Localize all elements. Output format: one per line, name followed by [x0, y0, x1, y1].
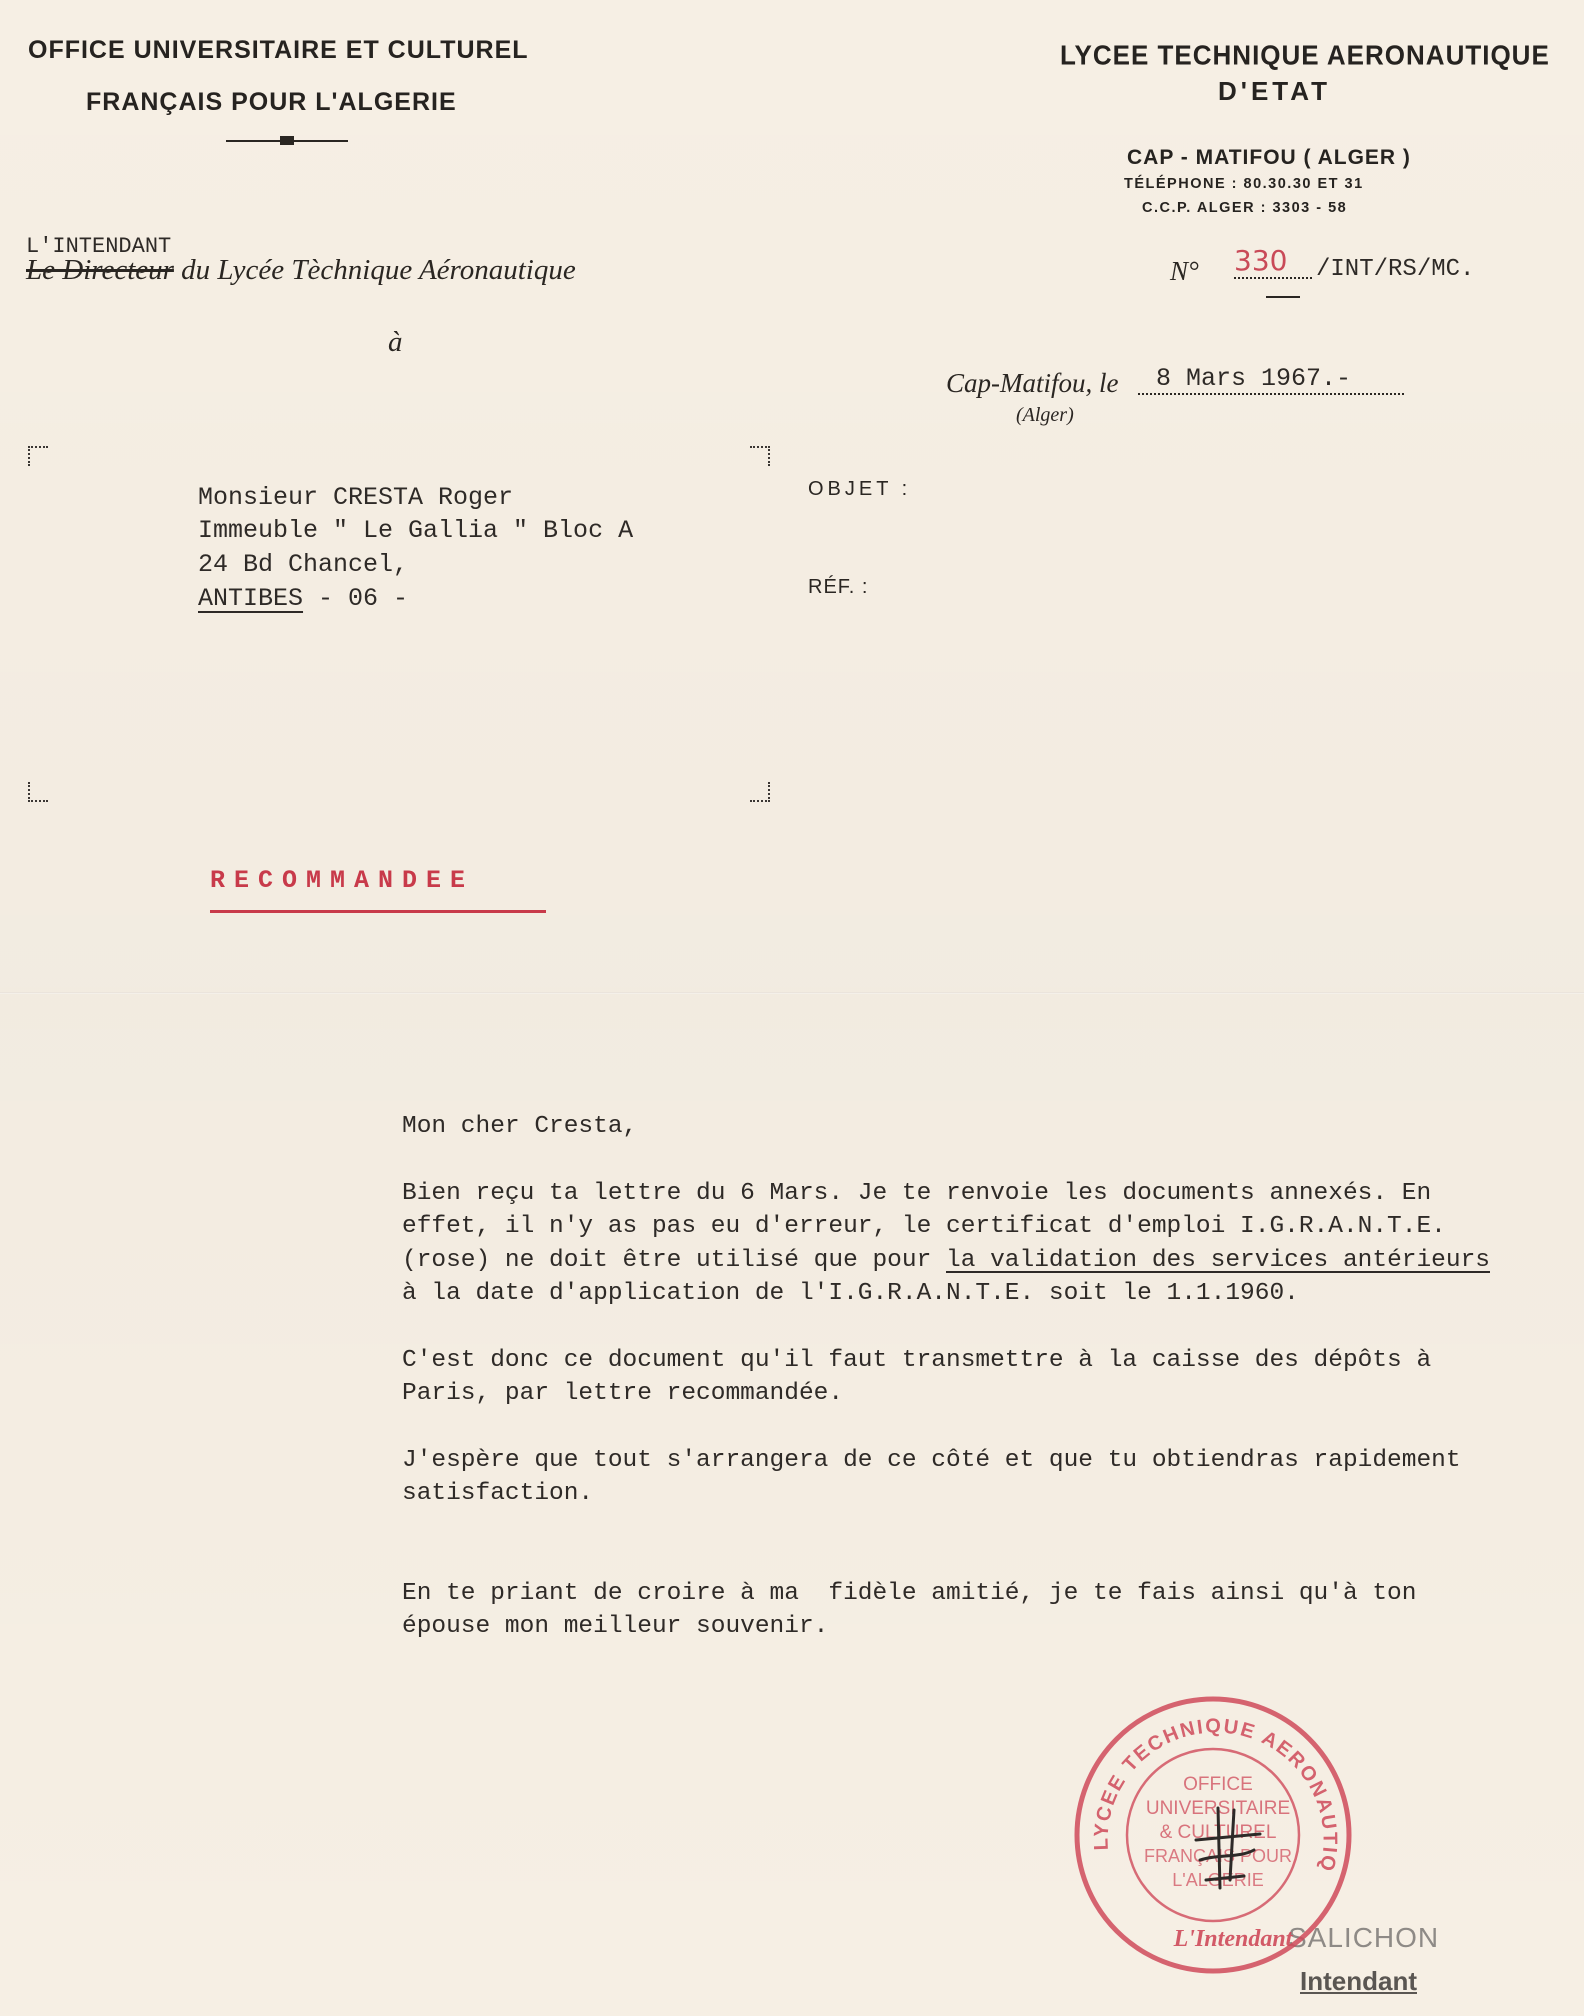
- p1-line2: effet, il n'y as pas eu d'erreur, le certificat d'emploi I.G.R.A.N.T.E.: [402, 1213, 1446, 1240]
- paper-fold: [0, 992, 1584, 994]
- address-corner-br: [750, 782, 770, 802]
- recipient-building: Immeuble " Le Gallia " Bloc A: [198, 516, 634, 545]
- reference-rule: [1266, 296, 1300, 298]
- sender-typed-title: L'INTENDANT: [26, 234, 172, 259]
- date-place: Cap-Matifou, le: [946, 368, 1119, 398]
- address-corner-tr: [750, 446, 770, 466]
- letter-paragraph-4: [402, 1577, 1562, 1644]
- stamp-outer-text: LYCEE TECHNIQUE AERONAUTIQ: [1090, 1715, 1341, 1875]
- recipient-dept: - 06 -: [303, 584, 409, 613]
- sender-institution: du Lycée Tèchnique Aéronautique: [173, 254, 576, 286]
- reference-label: N°: [1170, 256, 1199, 286]
- header-right-phone: TÉLÉPHONE : 80.30.30 ET 31: [1124, 176, 1364, 192]
- letter-paragraph-2: [402, 1344, 1562, 1411]
- stamp-inner-line2: UNIVERSITAIRE: [1145, 1798, 1291, 1819]
- p3-line1: J'espère que tout s'arrangera de ce côté et que tu obtiendras rapidement: [402, 1446, 1461, 1474]
- registered-label: RECOMMANDEE: [210, 866, 475, 895]
- letter-paragraph-3: [402, 1444, 1562, 1511]
- stamp-inner-line1: OFFICE: [1183, 1774, 1253, 1795]
- letter-body: [402, 1110, 1562, 1677]
- letter-salutation: Mon cher Cresta,: [402, 1113, 638, 1140]
- sender-to: à: [388, 326, 403, 358]
- stamp-graphic: [1068, 1690, 1358, 1980]
- p1-line3b: la validation des services antérieurs: [946, 1246, 1490, 1274]
- signature-name: SALICHON: [1288, 1922, 1440, 1953]
- date-dotted-line: [1138, 392, 1404, 395]
- recipient-city-line: [198, 584, 408, 613]
- sender-struck-title: Le Directeur: [26, 254, 174, 286]
- recipient-city: ANTIBES: [198, 584, 304, 613]
- date-value: 8 Mars 1967.-: [1156, 364, 1352, 393]
- reference-suffix: /INT/RS/MC.: [1316, 256, 1475, 283]
- p1-line3a: (rose) ne doit être utilisé que pour: [402, 1246, 946, 1274]
- header-left-rule-mark: [280, 136, 294, 145]
- letter-paragraph-1: [402, 1177, 1562, 1311]
- p1-line1: Bien reçu ta lettre du 6 Mars. Je te renvoie les documents annexés. En: [402, 1179, 1432, 1207]
- header-left-line2: FRANÇAIS POUR L'ALGERIE: [86, 88, 457, 116]
- registered-underline: [210, 910, 546, 913]
- stamp-inner-line3: & CULTUREL: [1159, 1822, 1277, 1843]
- date-region: (Alger): [1016, 404, 1074, 426]
- stamp-inner-line4: FRANÇAIS POUR: [1143, 1846, 1293, 1866]
- header-right-ccp: C.C.P. ALGER : 3303 - 58: [1142, 200, 1348, 216]
- reference-number: 330: [1234, 244, 1288, 277]
- sender-line: [26, 254, 576, 287]
- address-corner-bl: [28, 782, 48, 802]
- objet-label: OBJET :: [808, 478, 912, 500]
- signature-title: Intendant: [1300, 1966, 1417, 1996]
- ref-label: RÉF. :: [808, 576, 869, 598]
- header-right-line2: D'ETAT: [1218, 76, 1331, 106]
- p2-line1: C'est donc ce document qu'il faut transmettre à la caisse des dépôts à: [402, 1346, 1432, 1374]
- p4-line2: épouse mon meilleur souvenir.: [402, 1613, 829, 1640]
- recipient-name: Monsieur CRESTA Roger: [198, 483, 514, 512]
- stamp-inner-line5: L'ALGERIE: [1172, 1870, 1264, 1890]
- p4-line1: En te priant de croire à ma fidèle amitié, je te fais ainsi qu'à ton: [402, 1579, 1417, 1607]
- header-right-place: CAP - MATIFOU ( ALGER ): [1127, 146, 1411, 169]
- recipient-street: 24 Bd Chancel,: [198, 550, 409, 579]
- official-stamp: [1068, 1690, 1358, 1980]
- reference-dots: [1234, 276, 1312, 279]
- stamp-bottom-text: L'Intendant: [1173, 1926, 1293, 1952]
- p3-line2: satisfaction.: [402, 1480, 594, 1507]
- address-corner-tl: [28, 446, 48, 466]
- header-left-line1: OFFICE UNIVERSITAIRE ET CULTUREL: [28, 36, 529, 64]
- p1-line4: à la date d'application de l'I.G.R.A.N.T.E. soit le 1.1.1960.: [402, 1280, 1299, 1307]
- p2-line2: Paris, par lettre recommandée.: [402, 1380, 844, 1407]
- header-right-line1: LYCEE TECHNIQUE AERONAUTIQUE: [1060, 39, 1550, 71]
